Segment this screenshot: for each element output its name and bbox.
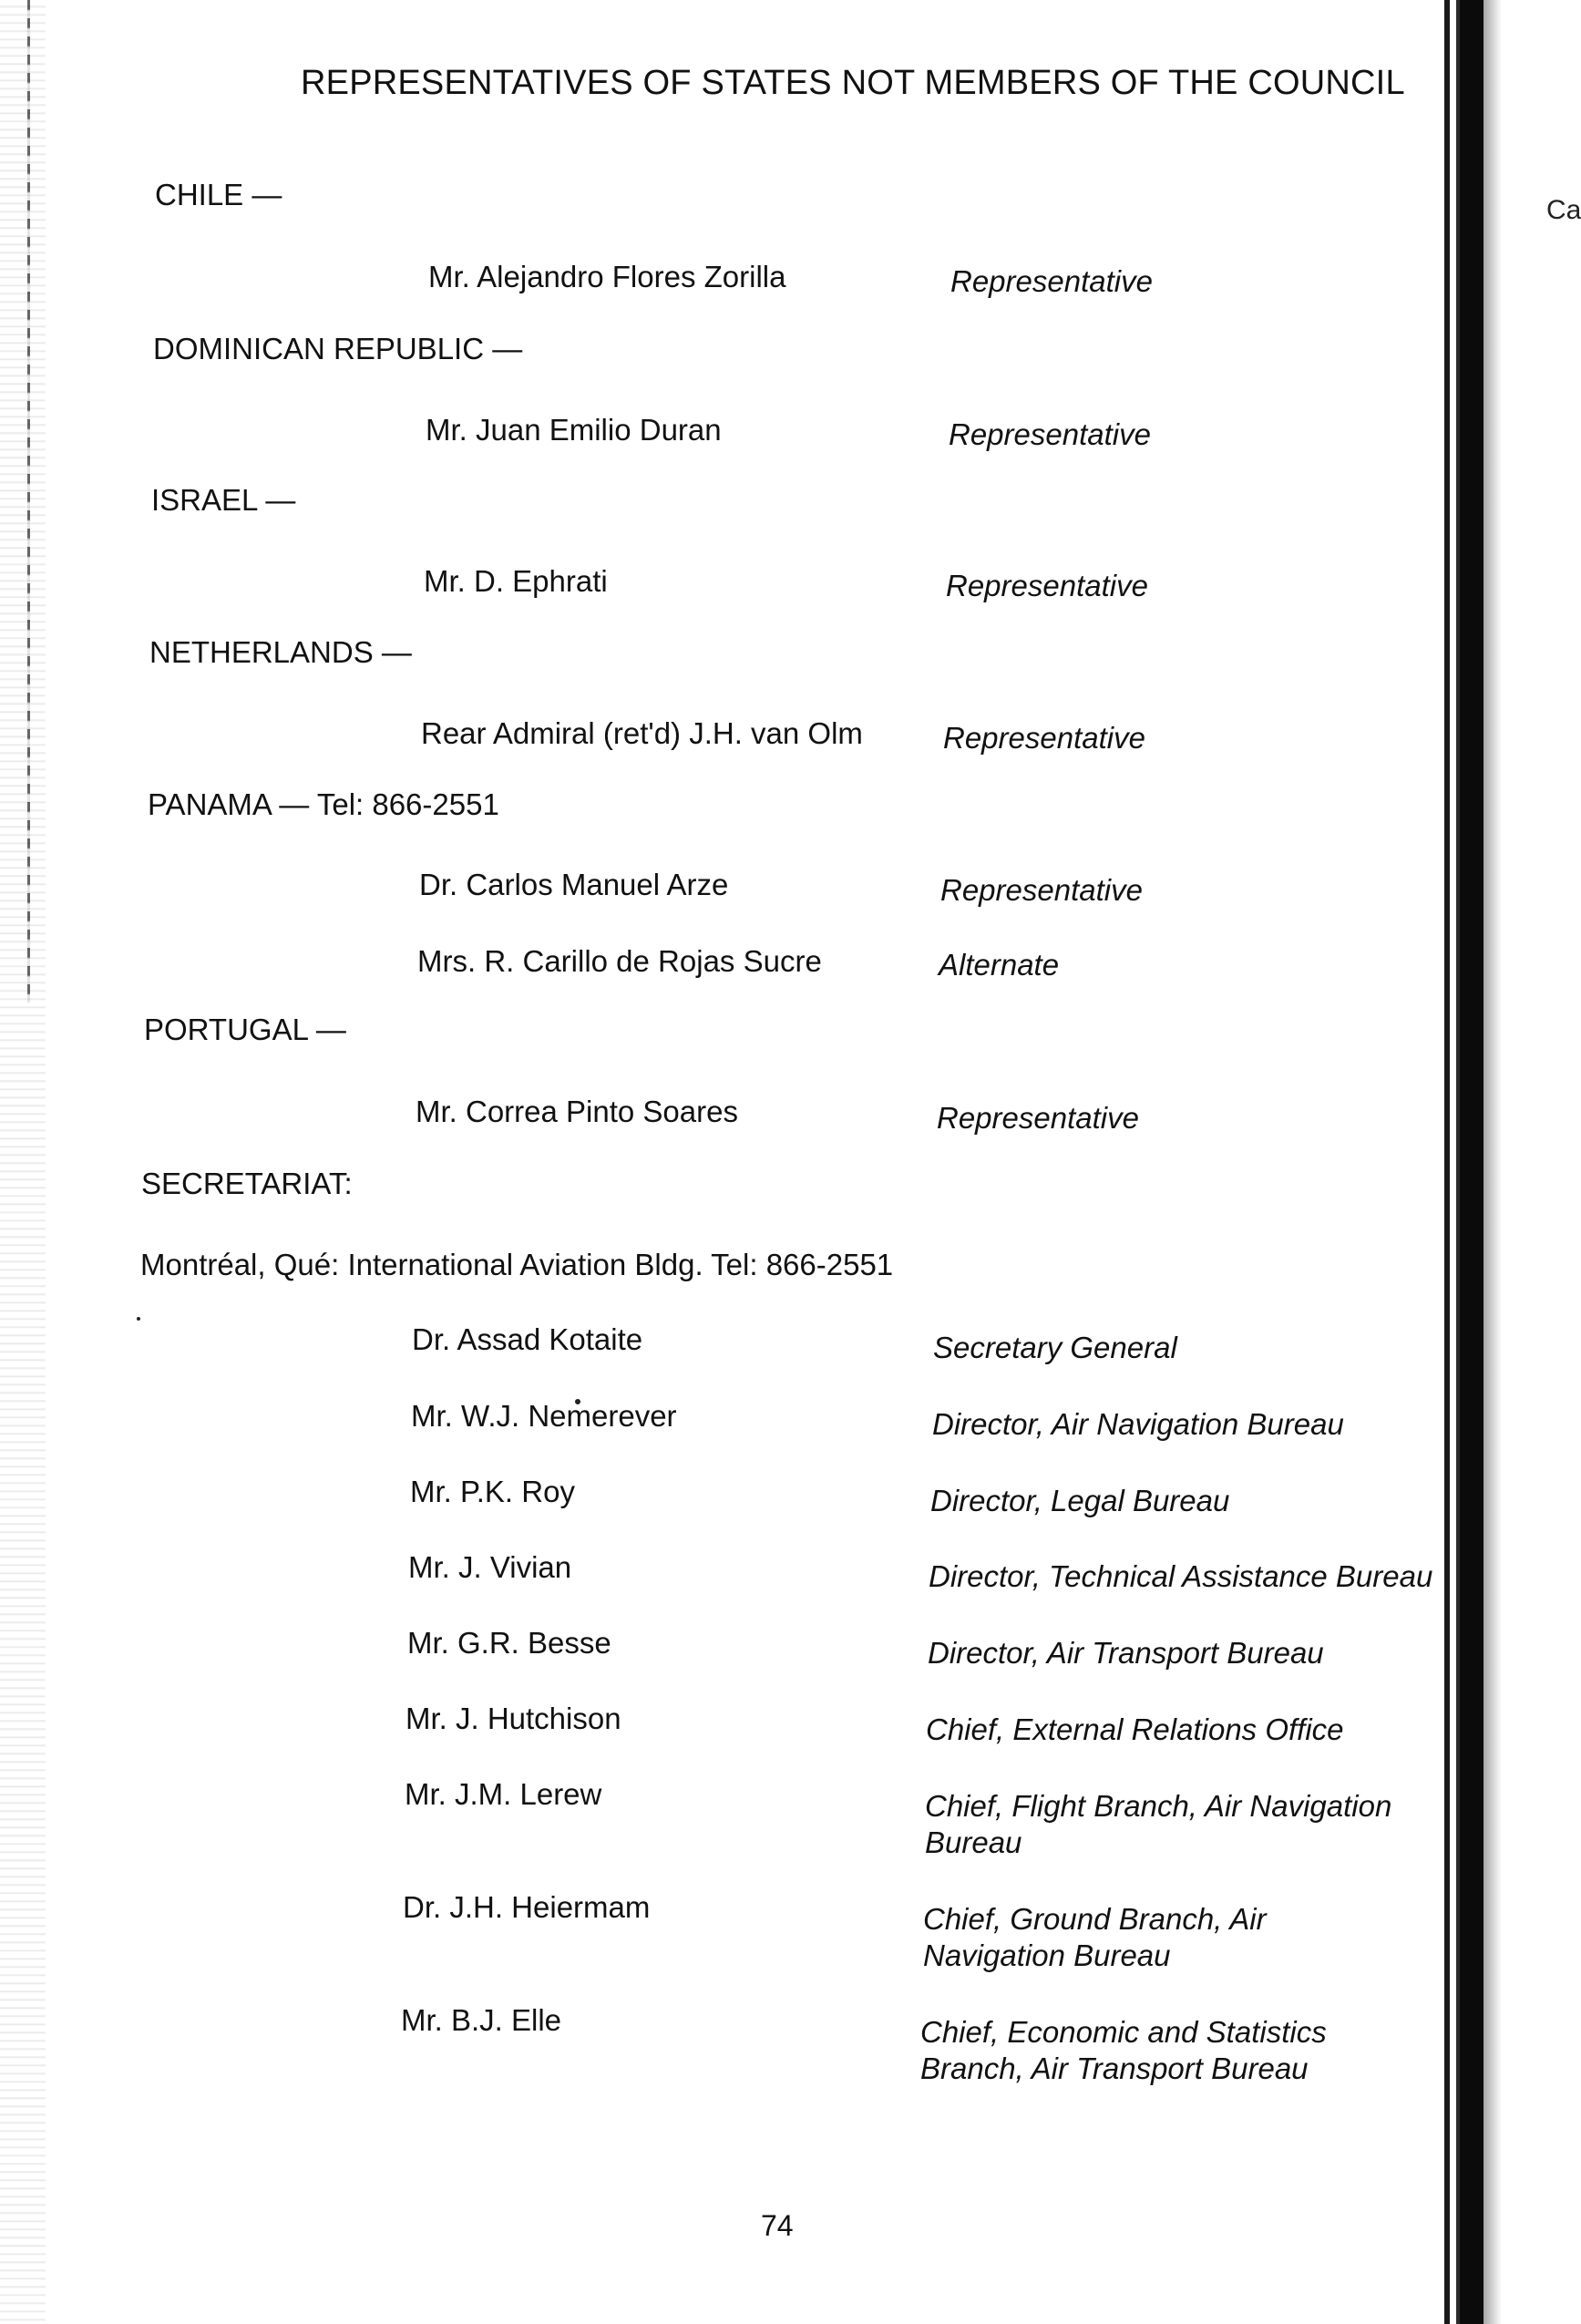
ink-speck — [137, 1317, 140, 1321]
member-name: Dr. J.H. Heiermam — [403, 1890, 651, 1924]
member-name: Mr. B.J. Elle — [401, 2003, 562, 2037]
member-name: Mrs. R. Carillo de Rojas Sucre — [417, 944, 822, 978]
country-heading-dominican-republic: DOMINICAN REPUBLIC — — [153, 332, 523, 365]
member-role: Chief, Flight Branch, Air Navigation Bureau — [925, 1789, 1392, 1859]
member-role: Director, Air Transport Bureau — [928, 1636, 1324, 1670]
member-name: Mr. Juan Emilio Duran — [426, 413, 722, 447]
page-number: 74 — [761, 2209, 794, 2242]
member-name: Mr. Alejandro Flores Zorilla — [428, 260, 786, 293]
binding-bar — [1456, 0, 1483, 2324]
member-role: Representative — [943, 721, 1145, 755]
member-role: Chief, Economic and Statistics Branch, Air Transport Bureau — [920, 2015, 1327, 2085]
country-heading-chile: CHILE — — [155, 178, 282, 211]
binding-thin-line — [1444, 0, 1450, 2324]
member-role: Director, Air Navigation Bureau — [932, 1407, 1344, 1441]
member-name: Mr. J. Hutchison — [406, 1702, 621, 1735]
secretariat-heading: SECRETARIAT: — [141, 1167, 353, 1200]
member-role: Secretary General — [933, 1331, 1177, 1364]
member-name: Mr. D. Ephrati — [424, 564, 608, 598]
bleed-through-text: Ca — [1546, 195, 1581, 225]
scan-left-line — [27, 0, 30, 1003]
member-role: Director, Technical Assistance Bureau — [929, 1559, 1433, 1593]
member-name: Rear Admiral (ret'd) J.H. van Olm — [421, 716, 863, 750]
member-role: Representative — [940, 873, 1143, 907]
page-title: REPRESENTATIVES OF STATES NOT MEMBERS OF THE COUNCIL — [301, 64, 1405, 102]
country-heading-panama: PANAMA — Tel: 866-2551 — [148, 787, 499, 821]
member-name: Mr. J. Vivian — [408, 1550, 572, 1584]
member-name: Mr. J.M. Lerew — [405, 1777, 602, 1811]
member-name: Mr. W.J. Nemerever — [411, 1399, 677, 1433]
member-name: Mr. Correa Pinto Soares — [416, 1095, 738, 1128]
secretariat-address: Montréal, Qué: International Aviation Bldg. Tel: 866-2551 — [140, 1248, 894, 1281]
member-role: Alternate — [939, 948, 1060, 982]
member-role: Representative — [950, 264, 1153, 298]
member-name: Dr. Carlos Manuel Arze — [419, 868, 729, 901]
member-name: Mr. P.K. Roy — [410, 1475, 575, 1508]
country-heading-israel: ISRAEL — — [151, 483, 296, 517]
member-role: Representative — [937, 1101, 1139, 1135]
member-role: Chief, Ground Branch, Air Navigation Bureau — [923, 1902, 1267, 1972]
binding-shadow — [1483, 0, 1502, 2324]
member-name: Dr. Assad Kotaite — [412, 1322, 643, 1356]
scan-left-edge — [0, 0, 46, 2324]
member-role: Representative — [949, 417, 1151, 451]
country-heading-netherlands: NETHERLANDS — — [149, 635, 412, 669]
member-role: Director, Legal Bureau — [930, 1484, 1230, 1517]
member-role: Chief, External Relations Office — [926, 1712, 1344, 1746]
member-name: Mr. G.R. Besse — [407, 1626, 611, 1660]
member-role: Representative — [946, 569, 1148, 602]
country-heading-portugal: PORTUGAL — — [144, 1013, 346, 1046]
